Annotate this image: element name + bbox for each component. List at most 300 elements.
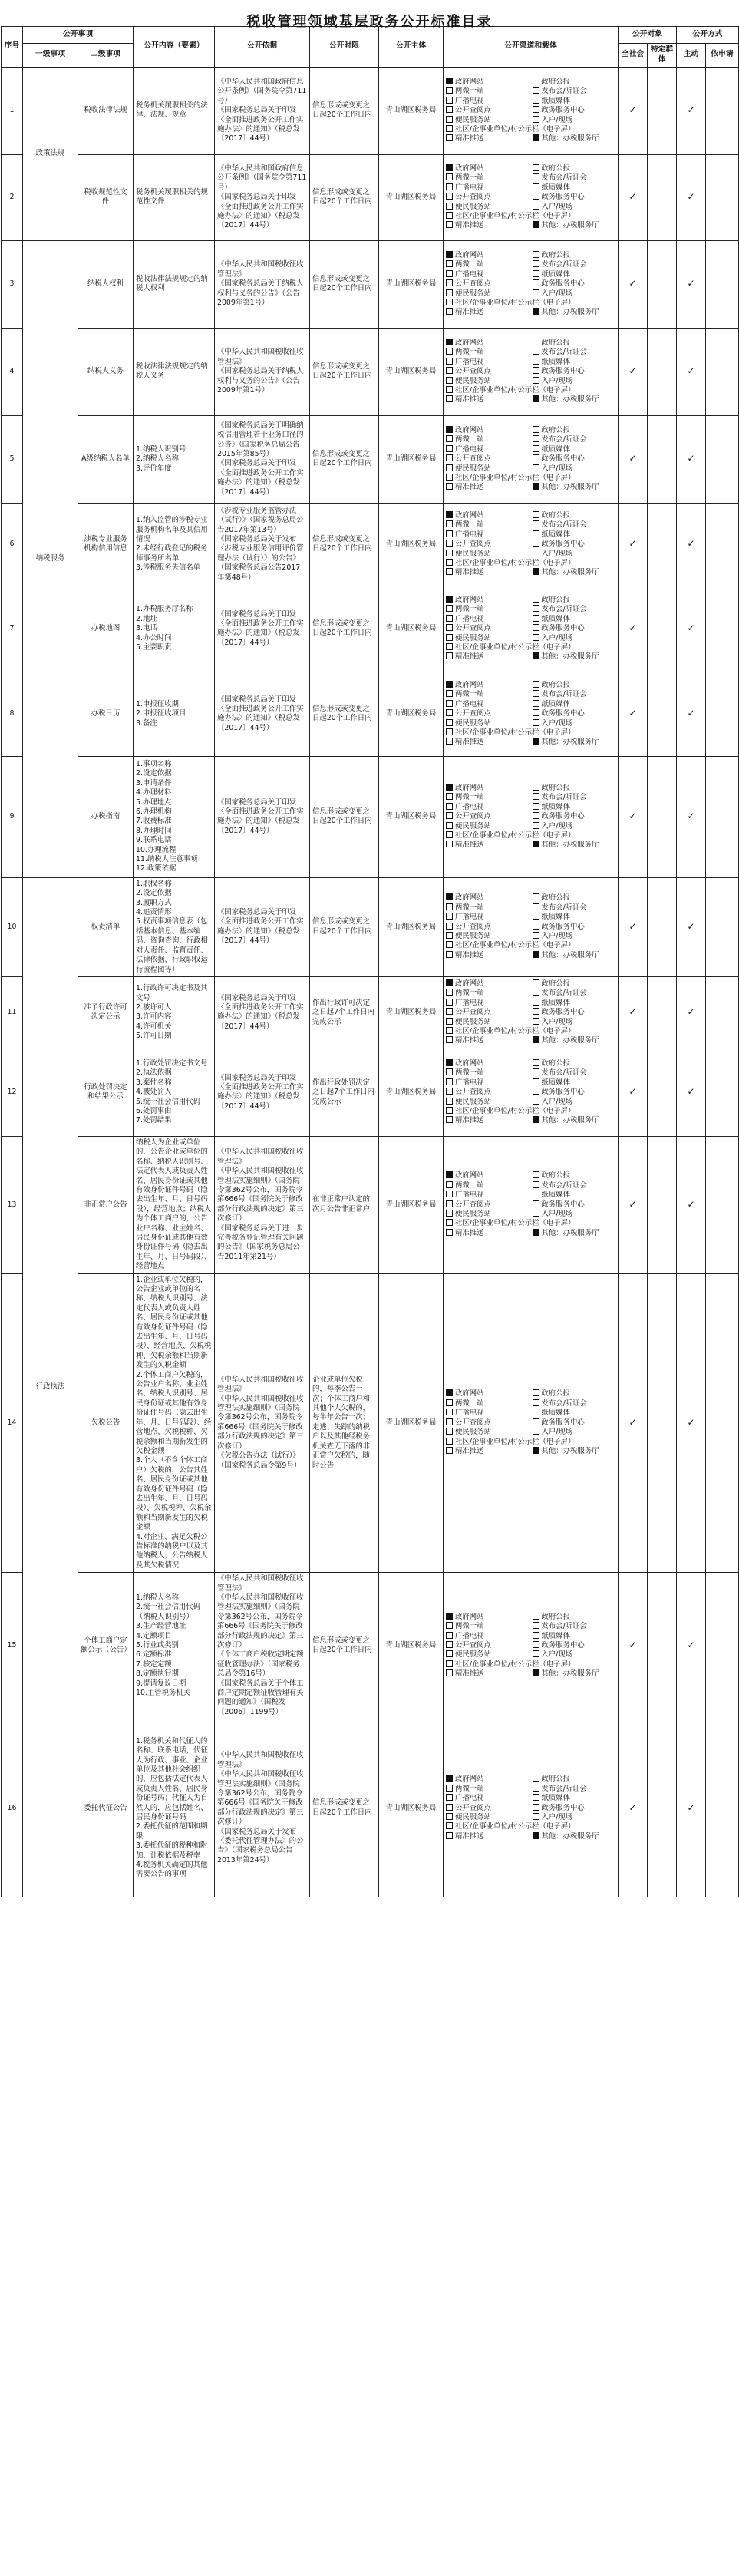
specific-group-mark: [648, 1573, 677, 1719]
all-society-mark: [619, 415, 648, 503]
row-number: 12: [2, 1049, 23, 1136]
channel-label: 发布会/听证会: [541, 260, 587, 269]
empty-box-icon: [533, 1088, 539, 1095]
channel-option: [533, 1200, 616, 1210]
empty-box-icon: [446, 1438, 453, 1445]
channel-option: [446, 1088, 530, 1097]
time-limit: 信息形成或变更之日起20个工作日内: [310, 877, 379, 976]
channel-label: 政府网站: [455, 979, 484, 988]
checked-box-icon: [533, 134, 539, 141]
channel-option: [533, 1088, 616, 1097]
empty-box-icon: [446, 1804, 453, 1811]
channel-label: 政府网站: [455, 1389, 484, 1399]
time-limit: 信息形成或变更之日起20个工作日内: [310, 1719, 379, 1897]
level2-matter: 纳税人义务: [78, 328, 134, 415]
channel-option: [533, 1210, 616, 1219]
channel-option: [446, 483, 530, 492]
channel-option: [446, 1775, 530, 1784]
row-number: 14: [2, 1273, 23, 1573]
channel-option: [446, 1438, 615, 1447]
channel-option: [446, 700, 530, 709]
empty-box-icon: [533, 279, 539, 286]
channel-label: 广播电视: [455, 444, 484, 454]
time-limit: 作出行政许可决定之日起7个工作日内完成公示: [310, 976, 379, 1049]
channel-option: [533, 989, 616, 998]
channel-option: [446, 1813, 530, 1822]
check-icon: ✓: [628, 453, 637, 464]
channel-option: [446, 1794, 530, 1803]
channel-option: [446, 1632, 530, 1641]
channel-option: [533, 1785, 616, 1794]
checked-box-icon: [533, 1036, 539, 1043]
channel-label: 公开查阅点: [455, 454, 491, 464]
channel-label: 广播电视: [455, 269, 484, 279]
channel-option: [446, 1018, 530, 1027]
checked-box-icon: [446, 339, 453, 345]
empty-box-icon: [446, 1068, 453, 1075]
channel-label: 社区/企事业单位/村公示栏（电子屏）: [455, 642, 576, 652]
empty-box-icon: [446, 221, 453, 228]
channel-option: [533, 87, 616, 96]
empty-box-icon: [446, 634, 453, 641]
empty-box-icon: [446, 1036, 453, 1043]
empty-box-icon: [533, 913, 539, 920]
table-header: [2, 27, 739, 68]
channel-label: 便民服务站: [455, 633, 491, 642]
empty-box-icon: [533, 511, 539, 518]
channels-list: [444, 1273, 619, 1573]
specific-group-mark: [648, 67, 677, 154]
channel-option: [533, 1622, 616, 1631]
channel-option: [446, 550, 530, 559]
all-society-mark: [619, 67, 648, 154]
channel-label: 入户/现场: [541, 1017, 573, 1026]
empty-box-icon: [446, 841, 453, 847]
empty-box-icon: [533, 989, 539, 996]
channel-label: 入户/现场: [541, 289, 573, 298]
empty-box-icon: [446, 831, 453, 838]
channel-option: [533, 903, 616, 913]
channel-option: [533, 270, 616, 279]
level2-matter: 准予行政许可决定公示: [78, 976, 134, 1049]
time-limit: 信息形成或变更之日起20个工作日内: [310, 586, 379, 672]
empty-box-icon: [533, 454, 539, 461]
empty-box-icon: [533, 1632, 539, 1639]
channel-label: 纸质媒体: [541, 614, 571, 623]
active-mark: [677, 976, 706, 1049]
channel-label: 公开查阅点: [455, 1200, 491, 1209]
channel-label: 纸质媒体: [541, 998, 571, 1007]
channel-label: 政府网站: [455, 1171, 484, 1181]
channel-option: [446, 624, 530, 633]
channel-option: [533, 464, 616, 474]
empty-box-icon: [533, 289, 539, 296]
empty-box-icon: [533, 1418, 539, 1425]
empty-box-icon: [533, 932, 539, 939]
specific-group-mark: [648, 1719, 677, 1897]
channel-option: [533, 1059, 616, 1068]
basis-documents: 《中华人民共和国政府信息公开条例》（国务院令第711号） 《国家税务总局关于印发〈全面推进政务公开工作实施办法〉的通知》（税总发〔2017〕44号）: [215, 67, 310, 154]
channel-option: [446, 106, 530, 115]
channel-label: 精准推送: [455, 483, 484, 492]
check-icon: ✓: [687, 920, 695, 932]
all-society-mark: [619, 1273, 648, 1573]
channel-option: [533, 1632, 616, 1641]
time-limit: 企业或单位欠税的，每季公告一次；个体工商户和其他个人欠税的，每半年公告一次；走逃、失踪的纳税户以及其他经税务机关查无下落的非正常户欠税的，随时公告: [310, 1273, 379, 1573]
empty-box-icon: [533, 1210, 539, 1217]
checked-box-icon: [446, 164, 453, 171]
channel-label: 发布会/听证会: [541, 793, 587, 802]
active-mark: [677, 503, 706, 586]
channel-label: 入户/现场: [541, 1428, 573, 1437]
channel-label: 两微一端: [455, 260, 484, 269]
channel-option: [533, 1116, 616, 1125]
channel-label: 政府网站: [455, 1775, 484, 1784]
checked-box-icon: [446, 979, 453, 986]
row-number: 13: [2, 1136, 23, 1273]
channel-label: 入户/现场: [541, 1650, 573, 1660]
all-society-mark: [619, 1136, 648, 1273]
empty-box-icon: [446, 1098, 453, 1105]
channel-label: 其他：办税服务厅: [541, 1831, 599, 1841]
channel-label: 广播电视: [455, 183, 484, 192]
checked-box-icon: [446, 681, 453, 688]
channel-label: 纸质媒体: [541, 1078, 571, 1087]
header-method: 公开方式: [677, 27, 739, 44]
channel-option: [446, 386, 615, 395]
channel-option: [533, 367, 616, 376]
row-number: 5: [2, 415, 23, 503]
table-row: [2, 503, 739, 586]
channel-label: 便民服务站: [455, 821, 491, 831]
specific-group-mark: [648, 328, 677, 415]
channel-label: 纸质媒体: [541, 1631, 571, 1640]
empty-box-icon: [446, 559, 453, 566]
row-number: 3: [2, 240, 23, 328]
channel-label: 政府公报: [541, 338, 571, 347]
check-icon: ✓: [687, 453, 695, 464]
channel-option: [446, 1191, 530, 1200]
channel-label: 入户/现场: [541, 115, 573, 124]
channel-label: 政务服务中心: [541, 624, 585, 633]
empty-box-icon: [446, 1660, 453, 1667]
channel-label: 政务服务中心: [541, 922, 585, 931]
channel-option: [533, 568, 616, 577]
check-icon: ✓: [687, 365, 695, 377]
channel-option: [446, 652, 530, 662]
channel-label: 政务服务中心: [541, 279, 585, 289]
on-request-mark: [706, 672, 739, 756]
empty-box-icon: [533, 624, 539, 631]
header-target: 公开对象: [619, 27, 677, 44]
empty-box-icon: [533, 1613, 539, 1620]
channel-option: [533, 377, 616, 386]
channel-option: [533, 719, 616, 728]
channel-label: 公开查阅点: [455, 1008, 491, 1017]
empty-box-icon: [533, 260, 539, 267]
time-limit: 信息形成或变更之日起20个工作日内: [310, 1573, 379, 1719]
empty-box-icon: [533, 1068, 539, 1075]
channel-label: 两微一端: [455, 903, 484, 912]
empty-box-icon: [446, 116, 453, 123]
channel-label: 政务服务中心: [541, 454, 585, 464]
channel-option: [533, 1181, 616, 1191]
channel-label: 纸质媒体: [541, 357, 571, 366]
specific-group-mark: [648, 415, 677, 503]
empty-box-icon: [446, 822, 453, 829]
empty-box-icon: [533, 605, 539, 612]
check-icon: ✓: [687, 1086, 695, 1098]
check-icon: ✓: [687, 1198, 695, 1210]
time-limit: 信息形成或变更之日起20个工作日内: [310, 240, 379, 328]
channel-label: 广播电视: [455, 1078, 484, 1087]
table-row: [2, 976, 739, 1049]
empty-box-icon: [446, 932, 453, 939]
channel-label: 政府网站: [455, 425, 484, 434]
channel-label: 社区/企事业单位/村公示栏（电子屏）: [455, 831, 576, 840]
empty-box-icon: [533, 203, 539, 210]
channel-label: 广播电视: [455, 1794, 484, 1803]
channel-option: [533, 923, 616, 932]
channel-option: [446, 1171, 530, 1181]
channel-option: [533, 1399, 616, 1409]
all-society-mark: [619, 328, 648, 415]
content-elements: 1.纳税人名称 2.统一社会信用代码（纳税人识别号） 3.生产经营地址 4.定额项目 5.行业或类别 6.定额标准 7.核定定额 8.定额执行期 9.提请复议日期 10.主管税务机关: [134, 1573, 215, 1719]
channels-list: [444, 154, 619, 240]
active-mark: [677, 1719, 706, 1897]
empty-box-icon: [533, 923, 539, 930]
header-active: 主动: [677, 44, 706, 68]
check-icon: ✓: [628, 1198, 637, 1210]
channel-label: 社区/企事业单位/村公示栏（电子屏）: [455, 1219, 576, 1228]
channel-option: [446, 831, 615, 841]
channel-option: [533, 1669, 616, 1679]
channel-option: [533, 279, 616, 289]
empty-box-icon: [446, 367, 453, 374]
on-request-mark: [706, 756, 739, 877]
empty-box-icon: [533, 681, 539, 688]
empty-box-icon: [446, 1008, 453, 1015]
publishing-subject: 青山湖区税务局: [379, 1719, 444, 1897]
channel-option: [533, 1775, 616, 1784]
channel-option: [533, 339, 616, 348]
channel-option: [446, 1399, 530, 1409]
empty-box-icon: [533, 812, 539, 819]
channel-label: 社区/企事业单位/村公示栏（电子屏）: [455, 124, 576, 134]
channel-label: 纸质媒体: [541, 96, 571, 105]
channel-option: [446, 454, 530, 464]
header-basis: 公开依据: [215, 27, 310, 68]
checked-box-icon: [446, 1389, 453, 1396]
channel-option: [446, 1409, 530, 1418]
channel-option: [446, 1447, 530, 1456]
channel-label: 公开查阅点: [455, 106, 491, 115]
all-society-mark: [619, 672, 648, 756]
empty-box-icon: [446, 1447, 453, 1454]
publishing-subject: 青山湖区税务局: [379, 328, 444, 415]
channel-label: 纸质媒体: [541, 802, 571, 811]
empty-box-icon: [533, 251, 539, 258]
channel-option: [446, 803, 530, 812]
channel-label: 其他：办税服务厅: [541, 1669, 599, 1679]
row-number: 9: [2, 756, 23, 877]
level2-matter: A级纳税人名单: [78, 415, 134, 503]
channel-option: [446, 1027, 615, 1036]
channel-label: 其他：办税服务厅: [541, 950, 599, 959]
channel-label: 社区/企事业单位/村公示栏（电子屏）: [455, 473, 576, 482]
channel-option: [446, 116, 530, 125]
channel-option: [446, 1059, 530, 1068]
channel-option: [446, 951, 530, 960]
channel-label: 广播电视: [455, 1409, 484, 1418]
channel-label: 公开查阅点: [455, 1088, 491, 1097]
header-all-society: 全社会: [619, 44, 648, 68]
row-number: 10: [2, 877, 23, 976]
check-icon: ✓: [628, 191, 637, 203]
channel-option: [533, 812, 616, 821]
channel-label: 政府公报: [541, 979, 571, 988]
empty-box-icon: [533, 709, 539, 716]
empty-box-icon: [446, 520, 453, 527]
specific-group-mark: [648, 154, 677, 240]
channel-option: [446, 841, 530, 850]
channel-option: [533, 979, 616, 989]
channel-label: 政务服务中心: [541, 709, 585, 718]
header-channels: 公开渠道和载体: [444, 27, 619, 68]
on-request-mark: [706, 503, 739, 586]
channel-label: 政府公报: [541, 1058, 571, 1068]
channel-option: [446, 1418, 530, 1428]
channel-option: [533, 1832, 616, 1841]
check-icon: ✓: [628, 365, 637, 377]
check-icon: ✓: [687, 538, 695, 550]
channel-option: [533, 308, 616, 317]
table-row: [2, 756, 739, 877]
channel-label: 其他：办税服务厅: [541, 395, 599, 405]
empty-box-icon: [446, 793, 453, 800]
empty-box-icon: [446, 923, 453, 930]
channel-label: 纸质媒体: [541, 699, 571, 708]
empty-box-icon: [446, 435, 453, 442]
empty-box-icon: [446, 395, 453, 402]
channel-option: [446, 1098, 530, 1107]
empty-box-icon: [446, 87, 453, 94]
channels-list: [444, 1049, 619, 1136]
channel-label: 发布会/听证会: [541, 1181, 587, 1190]
channel-option: [446, 1210, 530, 1219]
channel-option: [533, 1641, 616, 1650]
empty-box-icon: [533, 358, 539, 365]
channel-label: 政府网站: [455, 1058, 484, 1068]
channel-label: 政务服务中心: [541, 1200, 585, 1209]
channel-option: [446, 1078, 530, 1088]
empty-box-icon: [533, 1785, 539, 1792]
empty-box-icon: [446, 951, 453, 958]
channel-option: [533, 260, 616, 269]
channel-label: 便民服务站: [455, 115, 491, 124]
check-icon: ✓: [687, 1802, 695, 1813]
channels-list: [444, 1719, 619, 1897]
content-elements: 1.事项名称 2.设定依据 3.申请条件 4.办理材料 5.办理地点 6.办理机构 7.收费标准 8.办理时间 9.联系电话 10.办理流程 11.纳税人注意事项 12.政策依据: [134, 756, 215, 877]
channel-label: 政府公报: [541, 77, 571, 86]
channel-label: 政府公报: [541, 250, 571, 259]
channel-option: [446, 270, 530, 279]
empty-box-icon: [533, 1641, 539, 1648]
checked-box-icon: [533, 652, 539, 659]
check-icon: ✓: [687, 623, 695, 634]
channel-option: [533, 1389, 616, 1399]
channel-label: 政务服务中心: [541, 1008, 585, 1017]
channel-label: 公开查阅点: [455, 1803, 491, 1812]
channel-label: 精准推送: [455, 395, 484, 405]
channel-label: 便民服务站: [455, 1812, 491, 1821]
channel-label: 便民服务站: [455, 1017, 491, 1026]
time-limit: 信息形成或变更之日起20个工作日内: [310, 672, 379, 756]
channel-label: 政府公报: [541, 1775, 571, 1784]
empty-box-icon: [446, 1822, 453, 1829]
check-icon: ✓: [687, 708, 695, 719]
empty-box-icon: [533, 1399, 539, 1406]
channel-label: 入户/现场: [541, 1812, 573, 1821]
channel-option: [446, 1200, 530, 1210]
publishing-subject: 青山湖区税务局: [379, 67, 444, 154]
empty-box-icon: [533, 1078, 539, 1085]
content-elements: 1.纳税人识别号 2.纳税人名称 3.评价年度: [134, 415, 215, 503]
time-limit: 在非正常户认定的次月公告非正常户: [310, 1136, 379, 1273]
channel-label: 便民服务站: [455, 202, 491, 211]
channel-option: [533, 913, 616, 922]
content-elements: 1.纳入监管的涉税专业服务机构名单及其信用情况 2.未经行政登记的税务师事务所名单 3.涉税服务失信名单: [134, 503, 215, 586]
channel-option: [533, 116, 616, 125]
channel-option: [446, 989, 530, 998]
empty-box-icon: [533, 193, 539, 200]
channel-option: [533, 1171, 616, 1181]
active-mark: [677, 415, 706, 503]
channel-option: [446, 183, 530, 193]
checked-box-icon: [446, 784, 453, 791]
checked-box-icon: [446, 1059, 453, 1066]
header-level1: 一级事项: [23, 44, 78, 68]
on-request-mark: [706, 1719, 739, 1897]
empty-box-icon: [446, 1107, 453, 1114]
content-elements: 税务机关履职相关的法律、法规、规章: [134, 67, 215, 154]
channel-label: 两微一端: [455, 989, 484, 998]
on-request-mark: [706, 1136, 739, 1273]
channel-label: 政务服务中心: [541, 193, 585, 202]
channel-option: [446, 913, 530, 922]
empty-box-icon: [446, 728, 453, 735]
channel-option: [533, 605, 616, 614]
channels-list: [444, 586, 619, 672]
basis-documents: 《国家税务总局关于印发〈全面推进政务公开工作实施办法〉的通知》（税总发〔2017〕44号）: [215, 976, 310, 1049]
empty-box-icon: [446, 803, 453, 810]
channel-label: 政务服务中心: [541, 540, 585, 549]
check-icon: ✓: [687, 1416, 695, 1428]
channel-option: [446, 395, 530, 405]
content-elements: 1.申报征收期 2.申报征收项目 3.备注: [134, 672, 215, 756]
empty-box-icon: [533, 1059, 539, 1066]
channel-option: [446, 173, 530, 183]
channel-option: [533, 634, 616, 643]
channel-option: [533, 709, 616, 718]
channel-label: 入户/现场: [541, 549, 573, 558]
empty-box-icon: [533, 435, 539, 442]
channel-option: [446, 1181, 530, 1191]
channel-label: 发布会/听证会: [541, 435, 587, 444]
channel-label: 政府公报: [541, 893, 571, 903]
channel-label: 入户/现场: [541, 1209, 573, 1218]
empty-box-icon: [446, 308, 453, 315]
